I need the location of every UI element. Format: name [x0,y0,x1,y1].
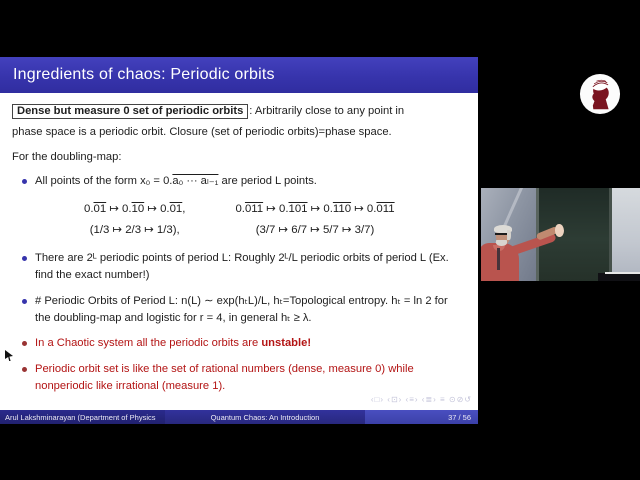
slide-title-bar [0,57,478,93]
presentation-slide [0,57,478,424]
bullet-item-5 [12,361,466,395]
bullet-3-text: # Periodic Orbits of Period L: n(L) ∼ exp(hₜL)/L, hₜ=Topological entropy. hₜ = ln 2 for the doubling-map and logistic for r = 4, in general hₜ ≥ λ. [35,294,448,324]
bullet-dot-icon [22,179,27,184]
projector-screen [612,188,640,281]
footer-talk-title: Quantum Chaos: An Introduction [165,410,365,424]
bullet-item-1 [12,173,466,190]
speaker-hand [555,224,564,237]
beamer-nav-symbols: ‹□› ‹⊡› ‹≡› ‹≣› ≡ ⊙⊘↺ [370,395,472,404]
bullet-4-prefix: In a Chaotic system all the periodic orbits are [35,337,262,350]
bullet-dot-icon [22,256,27,261]
footer-page-number: 37 / 56 [365,410,478,424]
ramanujan-silhouette-icon [579,73,621,115]
bullet-4-text [35,335,466,352]
formula-binary-period3: 0.011 ↦ 0.101 ↦ 0.110 ↦ 0.011 [235,203,395,216]
intro-line-3: For the doubling-map: [12,150,122,163]
bullet-5-text: Periodic orbit set is like the set of rational numbers (dense, measure 0) while nonperiodic like irrational (measure 1). [35,363,414,393]
screen-rail-highlight [605,272,640,274]
bullet-2-text: There are 2ᴸ periodic points of period L: Roughly 2ᴸ/L periodic orbits of period L (Ex. find the exact number!) [35,252,449,282]
speaker-glasses [495,233,507,235]
formula-block [84,199,466,240]
formula-binary-period2: 0.01 ↦ 0.10 ↦ 0.01, [84,203,186,216]
slide-title: Ingredients of chaos: Periodic orbits [13,66,275,83]
speaker-sideburn [507,230,511,240]
speaker-video [481,188,640,281]
speaker-lanyard [497,248,500,270]
bullet-item-3 [12,293,466,327]
slide-content [0,93,478,410]
intro-line-1 [12,103,466,120]
dense-box-label: Dense but measure 0 set of periodic orbits [12,104,248,119]
slide-footer [0,410,478,424]
bullet-dot-icon [22,299,27,304]
speaker-beard [496,240,507,246]
institute-logo [579,73,621,115]
bullet-item-4 [12,335,466,352]
bullet-dot-icon [22,367,27,372]
intro-line-2: phase space is a periodic orbit. Closure (set of periodic orbits)=phase space. [12,125,392,138]
intro-after-box: : Arbitrarily close to any point in [249,105,405,117]
bullet-1-text: All points of the form x₀ = 0.a₀ ··· aₗ₋₁ are period L points. [35,175,317,188]
formula-fractions-period2: (1/3 ↦ 2/3 ↦ 1/3), [89,223,180,236]
formula-column-period2 [84,199,185,240]
formula-column-period3 [235,199,394,240]
bullet-item-2 [12,250,466,284]
bullet-4-emphasis: unstable! [261,337,312,350]
screen-bottom-rail [598,273,640,281]
formula-fractions-period3: (3/7 ↦ 6/7 ↦ 5/7 ↦ 3/7) [255,223,375,236]
bullet-dot-icon [22,341,27,346]
footer-author: Arul Lakshminarayan (Department of Physics [0,410,165,424]
